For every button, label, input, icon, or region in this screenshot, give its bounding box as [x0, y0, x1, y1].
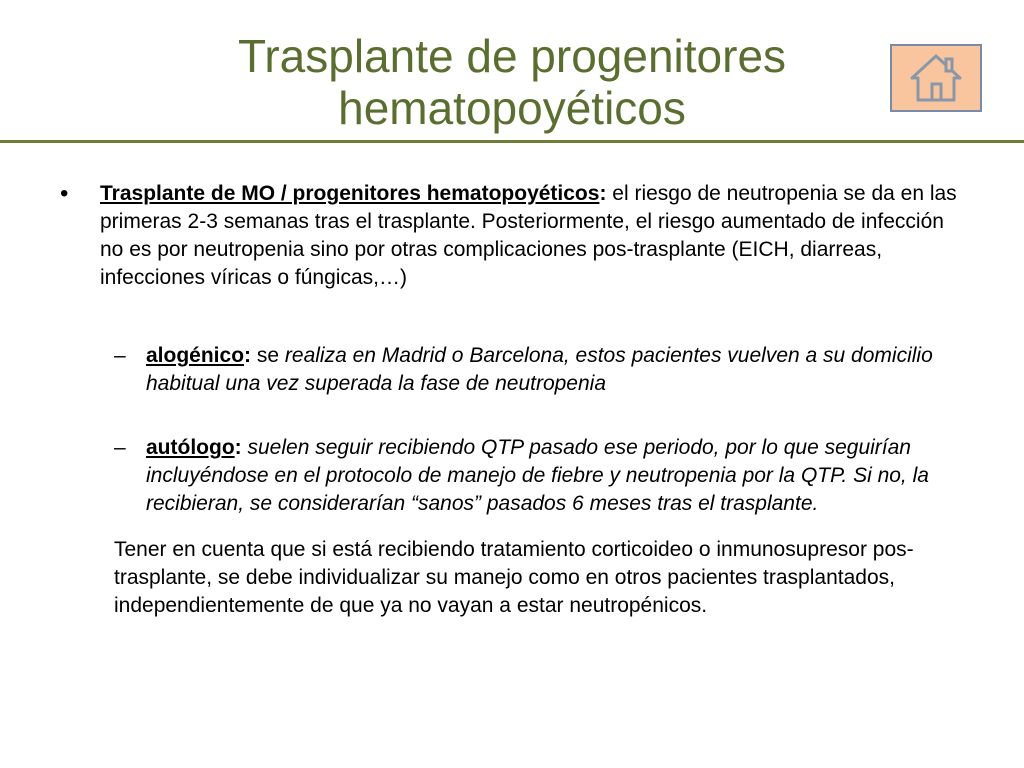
slide-title-line-1: Trasplante de progenitores [237, 30, 787, 82]
main-bullet [60, 180, 960, 292]
title-divider [0, 140, 1024, 143]
slide-title [0, 30, 1024, 134]
note-paragraph: Tener en cuenta que si está recibiendo tratamiento corticoideo o inmunosupresor pos-trasplante, se debe individualizar su manejo como en otros pacientes trasplantados, independientemente de que ya no vayan a estar neutropénicos. [114, 538, 914, 617]
subitem-plain: se [251, 344, 285, 367]
bullet-text: el riesgo de neutropenia se da en las primeras 2-3 semanas tras el trasplante. Posteriormente, el riesgo aumentado de infección no es por neutropenia sino por otras complicaciones pos-trasplante (EICH, diarreas, infecciones víricas o fúngicas,…) [100, 182, 957, 289]
bullet-mark: • [60, 180, 69, 207]
slide-title-line-2: hematopoyéticos [338, 82, 686, 134]
subitem-dash: – [114, 344, 126, 367]
subitem-alogenico [60, 342, 960, 398]
subitem-colon: : [244, 344, 252, 367]
subitem-label: autólogo [146, 436, 235, 459]
subitem-label: alogénico [146, 344, 245, 367]
subitem-italic: suelen seguir recibiendo QTP pasado ese periodo, por lo que seguirían incluyéndose en el protocolo de manejo de fiebre y neutropenia por la QTP. Si no, la recibieran, se considerarían “sanos” pasados 6 meses tras el trasplante. [146, 436, 929, 515]
subitem-dash: – [114, 436, 126, 459]
home-button[interactable] [890, 44, 982, 112]
home-icon [910, 52, 962, 104]
slide-body [60, 180, 960, 620]
bullet-lead: Trasplante de MO / progenitores hematopoyéticos [100, 182, 600, 205]
bullet-colon: : [599, 182, 607, 205]
subitem-autologo [60, 434, 960, 518]
subitem-colon: : [234, 436, 242, 459]
subitem-italic: realiza en Madrid o Barcelona, estos pacientes vuelven a su domicilio habitual una vez superada la fase de neutropenia [146, 344, 933, 395]
